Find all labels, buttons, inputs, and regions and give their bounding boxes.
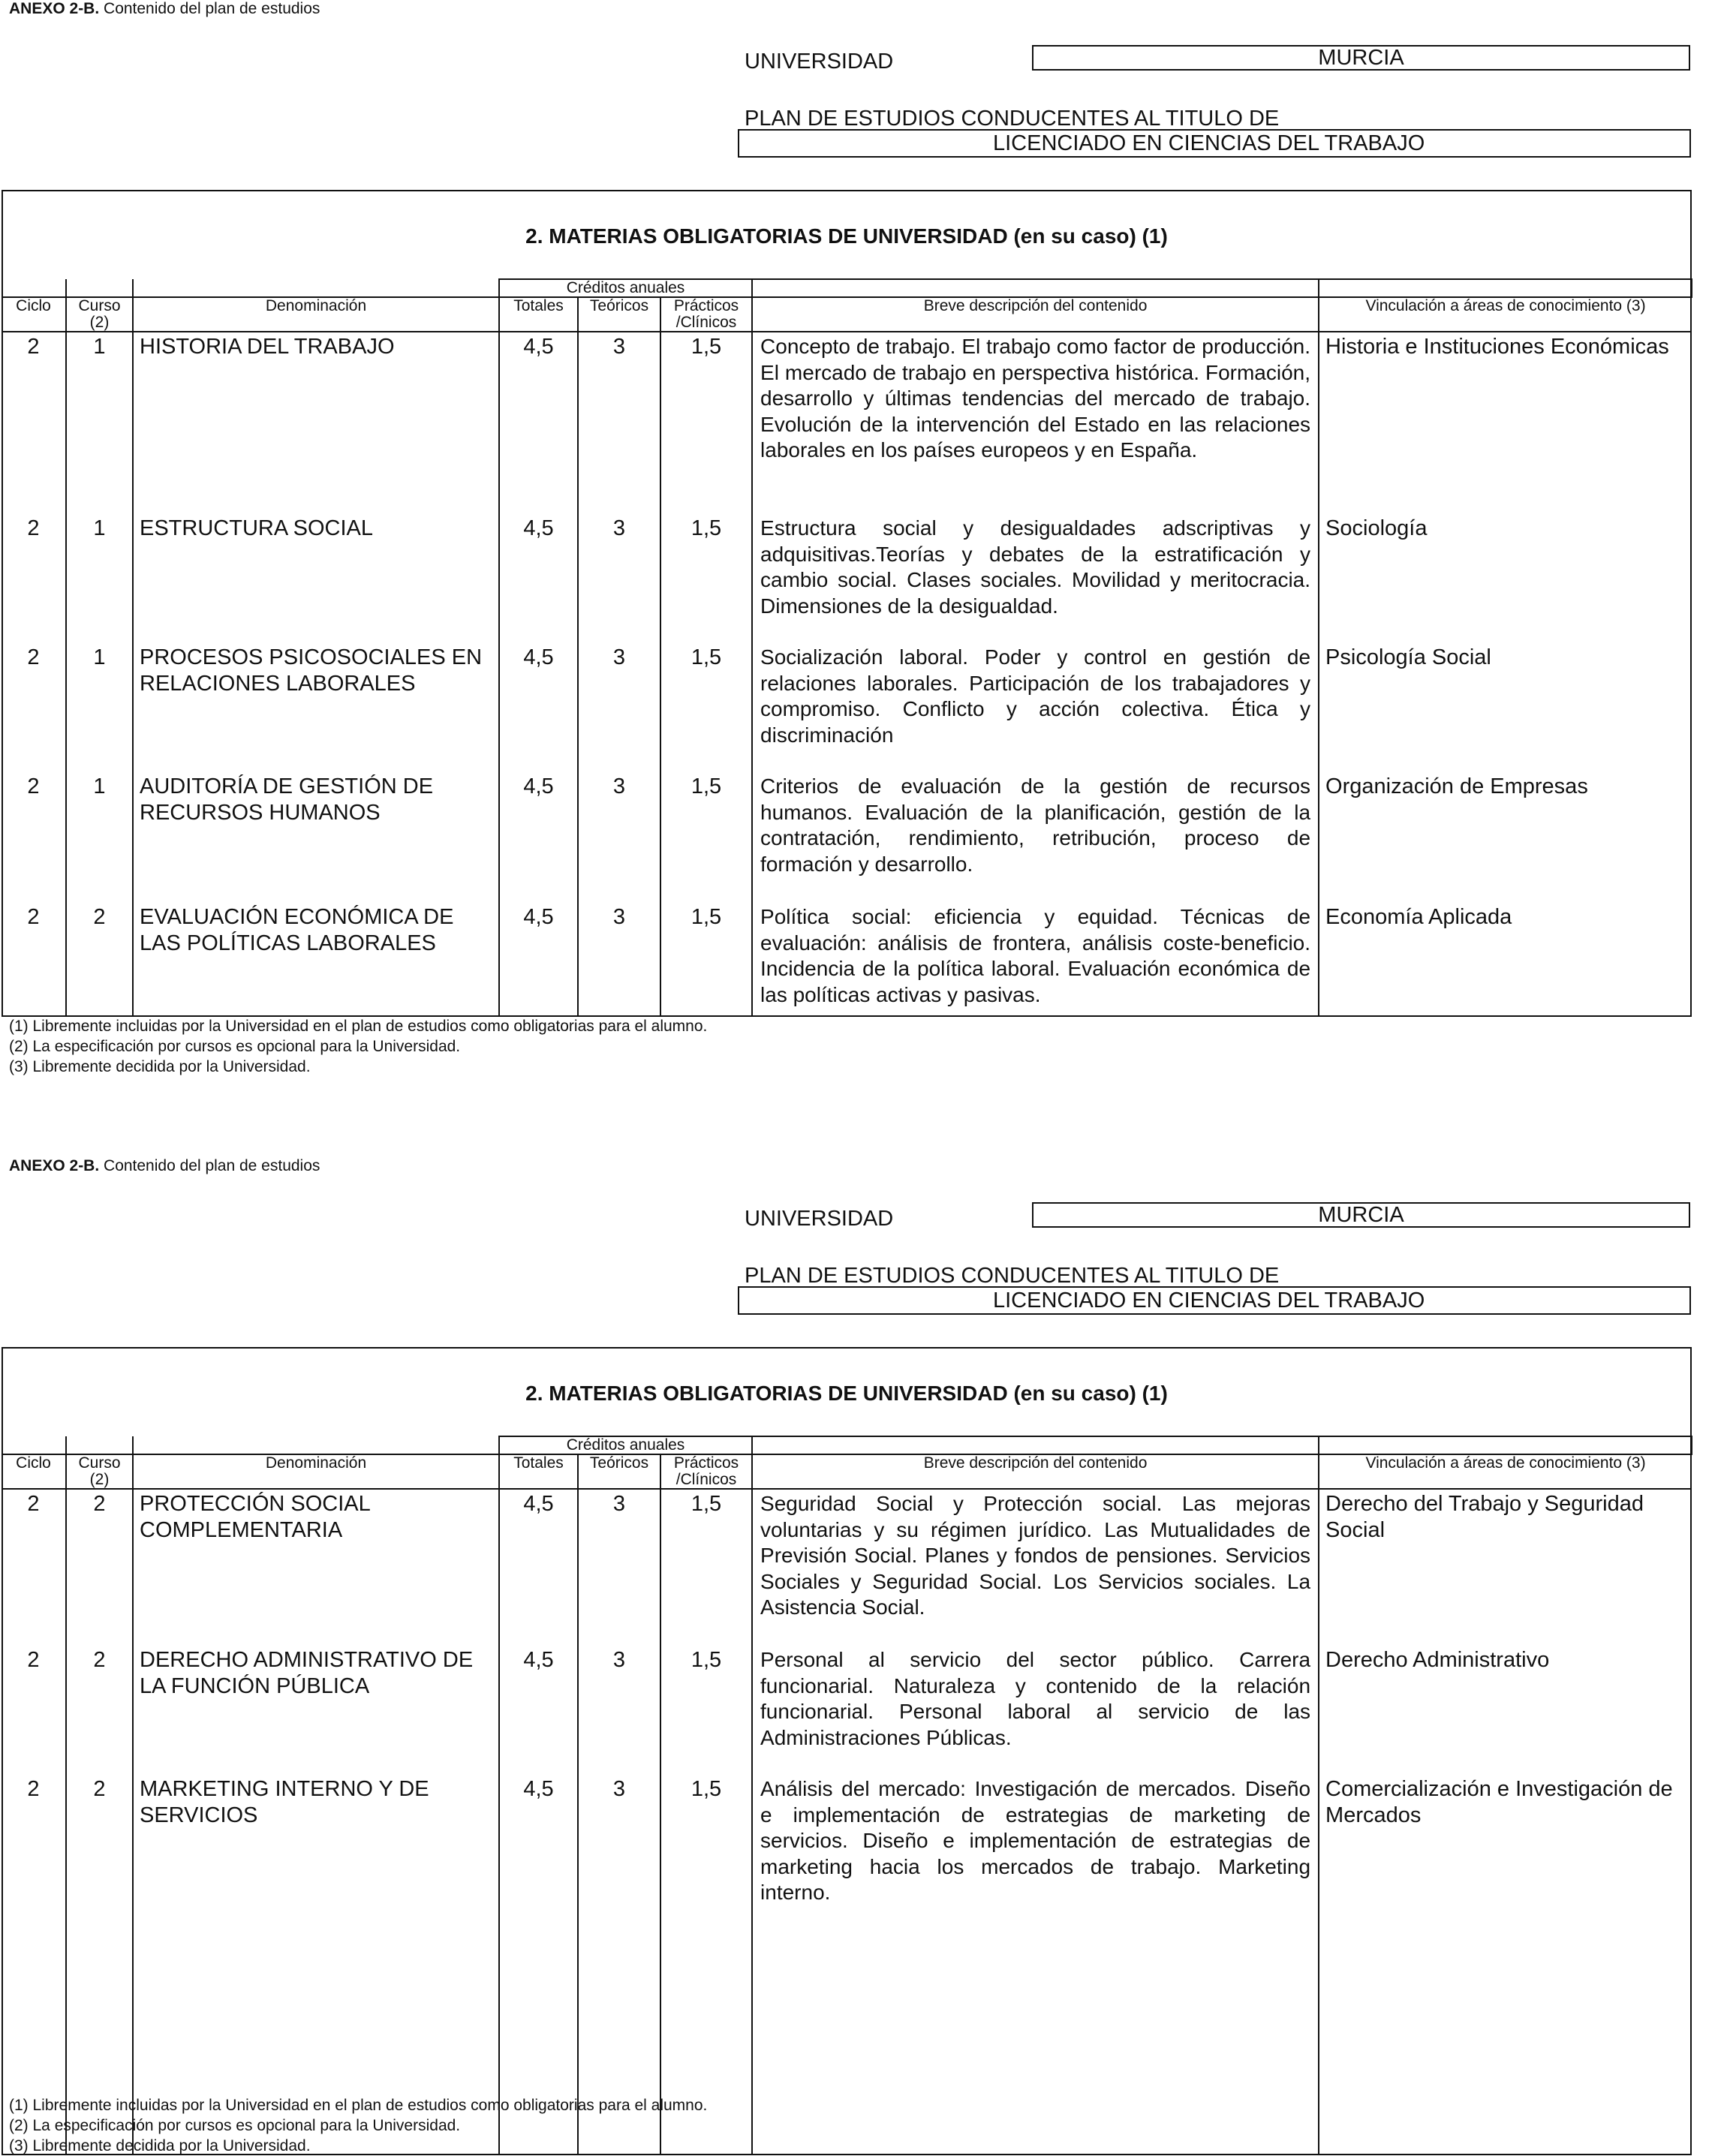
cell-totales: 4,5 xyxy=(523,905,554,929)
header-practicos: Prácticos /Clínicos xyxy=(660,297,752,332)
column-vinculacion xyxy=(1319,332,1692,1016)
cell-vinculacion: Organización de Empresas xyxy=(1325,774,1588,798)
header-totales: Totales xyxy=(499,297,578,332)
footnotes xyxy=(9,2095,707,2156)
cell-curso: 2 xyxy=(93,1648,106,1672)
sheet-title: 2. MATERIAS OBLIGATORIAS DE UNIVERSIDAD (en su caso) (1) xyxy=(525,224,1168,248)
header-spacer xyxy=(66,1436,133,1454)
sheet-title: 2. MATERIAS OBLIGATORIAS DE UNIVERSIDAD (en su caso) (1) xyxy=(525,1382,1168,1405)
cell-vinculacion: Comercialización e Investigación de Mercados xyxy=(1325,1777,1673,1827)
cell-practicos: 1,5 xyxy=(690,1648,722,1672)
annex-number: ANEXO 2-B. xyxy=(9,0,100,17)
cell-vinculacion: Psicología Social xyxy=(1325,645,1491,669)
header-teoricos: Teóricos xyxy=(578,1454,660,1489)
cell-descripcion: Análisis del mercado: Investigación de mercados. Diseño e implementación de estrategias de marketing de servicios. Diseño e implementación de estrategias de marketing hacia los mercados de trabajo. Marketing interno. xyxy=(760,1777,1311,1904)
cell-ciclo: 2 xyxy=(27,774,40,798)
annex-heading xyxy=(9,1157,320,1175)
plan-label: PLAN DE ESTUDIOS CONDUCENTES AL TITULO DE xyxy=(745,107,1280,131)
header-descripcion: Breve descripción del contenido xyxy=(752,297,1319,332)
cell-practicos: 1,5 xyxy=(690,516,722,540)
header-curso: Curso (2) xyxy=(66,297,133,332)
header-descripcion: Breve descripción del contenido xyxy=(752,1454,1319,1489)
cell-descripcion: Criterios de evaluación de la gestión de recursos humanos. Evaluación de la planificación, gestión de la contratación, rendimiento, retribución, proceso de formación y desarrollo. xyxy=(760,774,1311,876)
cell-denominacion: EVALUACIÓN ECONÓMICA DE LAS POLÍTICAS LABORALES xyxy=(140,905,454,955)
annex-heading xyxy=(9,0,320,18)
column-practicos xyxy=(660,332,752,1016)
cell-teoricos: 3 xyxy=(612,335,626,359)
header-vinculacion: Vinculación a áreas de conocimiento (3) xyxy=(1319,1454,1692,1489)
cell-practicos: 1,5 xyxy=(690,905,722,929)
column-vinculacion xyxy=(1319,1489,1692,2154)
cell-curso: 2 xyxy=(93,905,106,929)
subjects-table xyxy=(2,1436,1692,2155)
cell-ciclo: 2 xyxy=(27,1777,40,1801)
footnote-1: (1) Libremente incluidas por la Universidad en el plan de estudios como obligatorias para el alumno. xyxy=(9,2097,708,2114)
cell-vinculacion: Economía Aplicada xyxy=(1325,905,1512,929)
column-ciclo xyxy=(2,1489,66,2154)
annex-text: Contenido del plan de estudios xyxy=(99,0,320,17)
cell-ciclo: 2 xyxy=(27,1492,40,1516)
cell-vinculacion: Sociología xyxy=(1325,516,1428,540)
cell-practicos: 1,5 xyxy=(690,1492,722,1516)
column-ciclo xyxy=(2,332,66,1016)
subjects-sheet xyxy=(2,190,1692,1017)
column-teoricos xyxy=(578,332,660,1016)
header-vinculacion: Vinculación a áreas de conocimiento (3) xyxy=(1319,297,1692,332)
cell-ciclo: 2 xyxy=(27,905,40,929)
header-practicos: Prácticos /Clínicos xyxy=(660,1454,752,1489)
footnotes xyxy=(9,1016,707,1077)
cell-practicos: 1,5 xyxy=(690,335,722,359)
cell-curso: 1 xyxy=(93,516,106,540)
university-value: MURCIA xyxy=(1032,45,1690,71)
header-spacer xyxy=(1319,279,1692,297)
column-descripcion xyxy=(752,1489,1319,2154)
cell-descripcion: Socialización laboral. Poder y control en gestión de relaciones laborales. Participación de los trabajadores y compromiso. Conflicto y acción colectiva. Ética y discriminación xyxy=(760,645,1311,747)
cell-totales: 4,5 xyxy=(523,1777,554,1801)
cell-curso: 2 xyxy=(93,1492,106,1516)
header-spacer xyxy=(1319,1436,1692,1454)
cell-teoricos: 3 xyxy=(612,516,626,540)
plan-value: LICENCIADO EN CIENCIAS DEL TRABAJO xyxy=(738,129,1691,158)
cell-ciclo: 2 xyxy=(27,1648,40,1672)
cell-teoricos: 3 xyxy=(612,905,626,929)
cell-denominacion: AUDITORÍA DE GESTIÓN DE RECURSOS HUMANOS xyxy=(140,774,434,825)
footnote-3: (3) Libremente decidida por la Universidad. xyxy=(9,2137,311,2154)
column-curso xyxy=(66,332,133,1016)
cell-curso: 1 xyxy=(93,774,106,798)
cell-descripcion: Concepto de trabajo. El trabajo como factor de producción. El mercado de trabajo en perspectiva histórica. Formación, desarrollo y últimas tendencias del mercado de trabajo. Evolución de la intervención del Estado en las relaciones laborales en los países europeos y en España. xyxy=(760,335,1311,462)
footnote-2: (2) La especificación por cursos es opcional para la Universidad. xyxy=(9,2117,461,2134)
cell-totales: 4,5 xyxy=(523,516,554,540)
header-teoricos: Teóricos xyxy=(578,297,660,332)
cell-denominacion: PROTECCIÓN SOCIAL COMPLEMENTARIA xyxy=(140,1492,370,1542)
footnote-1: (1) Libremente incluidas por la Universidad en el plan de estudios como obligatorias para el alumno. xyxy=(9,1018,708,1035)
cell-totales: 4,5 xyxy=(523,335,554,359)
column-practicos xyxy=(660,1489,752,2154)
column-teoricos xyxy=(578,1489,660,2154)
cell-vinculacion: Derecho del Trabajo y Seguridad Social xyxy=(1325,1492,1644,1542)
subjects-table xyxy=(2,278,1692,1017)
column-totales xyxy=(499,332,578,1016)
university-label: UNIVERSIDAD xyxy=(745,1207,894,1231)
cell-ciclo: 2 xyxy=(27,645,40,669)
cell-denominacion: ESTRUCTURA SOCIAL xyxy=(140,516,373,540)
cell-vinculacion: Derecho Administrativo xyxy=(1325,1648,1550,1672)
cell-denominacion: MARKETING INTERNO Y DE SERVICIOS xyxy=(140,1777,429,1827)
cell-ciclo: 2 xyxy=(27,516,40,540)
cell-curso: 1 xyxy=(93,335,106,359)
header-ciclo: Ciclo xyxy=(2,1454,66,1489)
header-creditos: Créditos anuales xyxy=(499,279,752,297)
subjects-sheet xyxy=(2,1347,1692,2155)
cell-teoricos: 3 xyxy=(612,1648,626,1672)
footnote-3: (3) Libremente decidida por la Universidad. xyxy=(9,1058,311,1075)
cell-descripcion: Seguridad Social y Protección social. Las mejoras voluntarias y su régimen jurídico. Las Mutualidades de Previsión Social. Planes y fondos de pensiones. Servicios Sociales y Seguridad Social. Los Servicios sociales. La Asistencia Social. xyxy=(760,1492,1311,1619)
cell-denominacion: PROCESOS PSICOSOCIALES EN RELACIONES LABORALES xyxy=(140,645,483,696)
annex-number: ANEXO 2-B. xyxy=(9,1157,100,1174)
cell-ciclo: 2 xyxy=(27,335,40,359)
cell-descripcion: Política social: eficiencia y equidad. Técnicas de evaluación: análisis de frontera, análisis coste-beneficio. Incidencia de la política laboral. Evaluación económica de las políticas activas y pasivas. xyxy=(760,905,1311,1006)
university-label: UNIVERSIDAD xyxy=(745,50,894,74)
header-spacer xyxy=(66,279,133,297)
header-denominacion: Denominación xyxy=(133,297,499,332)
cell-denominacion: HISTORIA DEL TRABAJO xyxy=(140,335,395,359)
header-denominacion: Denominación xyxy=(133,1454,499,1489)
header-spacer xyxy=(2,279,66,297)
cell-totales: 4,5 xyxy=(523,774,554,798)
header-curso: Curso (2) xyxy=(66,1454,133,1489)
header-spacer xyxy=(752,1436,1319,1454)
footnote-2: (2) La especificación por cursos es opcional para la Universidad. xyxy=(9,1038,461,1055)
cell-teoricos: 3 xyxy=(612,774,626,798)
header-totales: Totales xyxy=(499,1454,578,1489)
header-spacer xyxy=(133,1436,499,1454)
cell-curso: 1 xyxy=(93,645,106,669)
header-spacer xyxy=(2,1436,66,1454)
header-creditos: Créditos anuales xyxy=(499,1436,752,1454)
cell-denominacion: DERECHO ADMINISTRATIVO DE LA FUNCIÓN PÚBLICA xyxy=(140,1648,474,1698)
plan-label: PLAN DE ESTUDIOS CONDUCENTES AL TITULO DE xyxy=(745,1264,1280,1288)
column-descripcion xyxy=(752,332,1319,1016)
column-totales xyxy=(499,1489,578,2154)
column-curso xyxy=(66,1489,133,2154)
cell-descripcion: Estructura social y desigualdades adscriptivas y adquisitivas.Teorías y debates de la estratificación y cambio social. Clases sociales. Movilidad y meritocracia. Dimensiones de la desigualdad. xyxy=(760,516,1311,618)
cell-practicos: 1,5 xyxy=(690,1777,722,1801)
cell-teoricos: 3 xyxy=(612,1492,626,1516)
annex-text: Contenido del plan de estudios xyxy=(99,1157,320,1174)
cell-teoricos: 3 xyxy=(612,1777,626,1801)
cell-teoricos: 3 xyxy=(612,645,626,669)
cell-totales: 4,5 xyxy=(523,645,554,669)
column-denominacion xyxy=(133,1489,499,2154)
cell-descripcion: Personal al servicio del sector público. Carrera funcionarial. Naturaleza y contenido de la relación funcionarial. Personal laboral al servicio de las Administraciones Públicas. xyxy=(760,1648,1311,1749)
cell-practicos: 1,5 xyxy=(690,774,722,798)
cell-curso: 2 xyxy=(93,1777,106,1801)
university-value: MURCIA xyxy=(1032,1202,1690,1228)
plan-value: LICENCIADO EN CIENCIAS DEL TRABAJO xyxy=(738,1286,1691,1315)
column-denominacion xyxy=(133,332,499,1016)
cell-practicos: 1,5 xyxy=(690,645,722,669)
header-spacer xyxy=(133,279,499,297)
header-spacer xyxy=(752,279,1319,297)
cell-totales: 4,5 xyxy=(523,1492,554,1516)
cell-totales: 4,5 xyxy=(523,1648,554,1672)
cell-vinculacion: Historia e Instituciones Económicas xyxy=(1325,335,1669,359)
header-ciclo: Ciclo xyxy=(2,297,66,332)
